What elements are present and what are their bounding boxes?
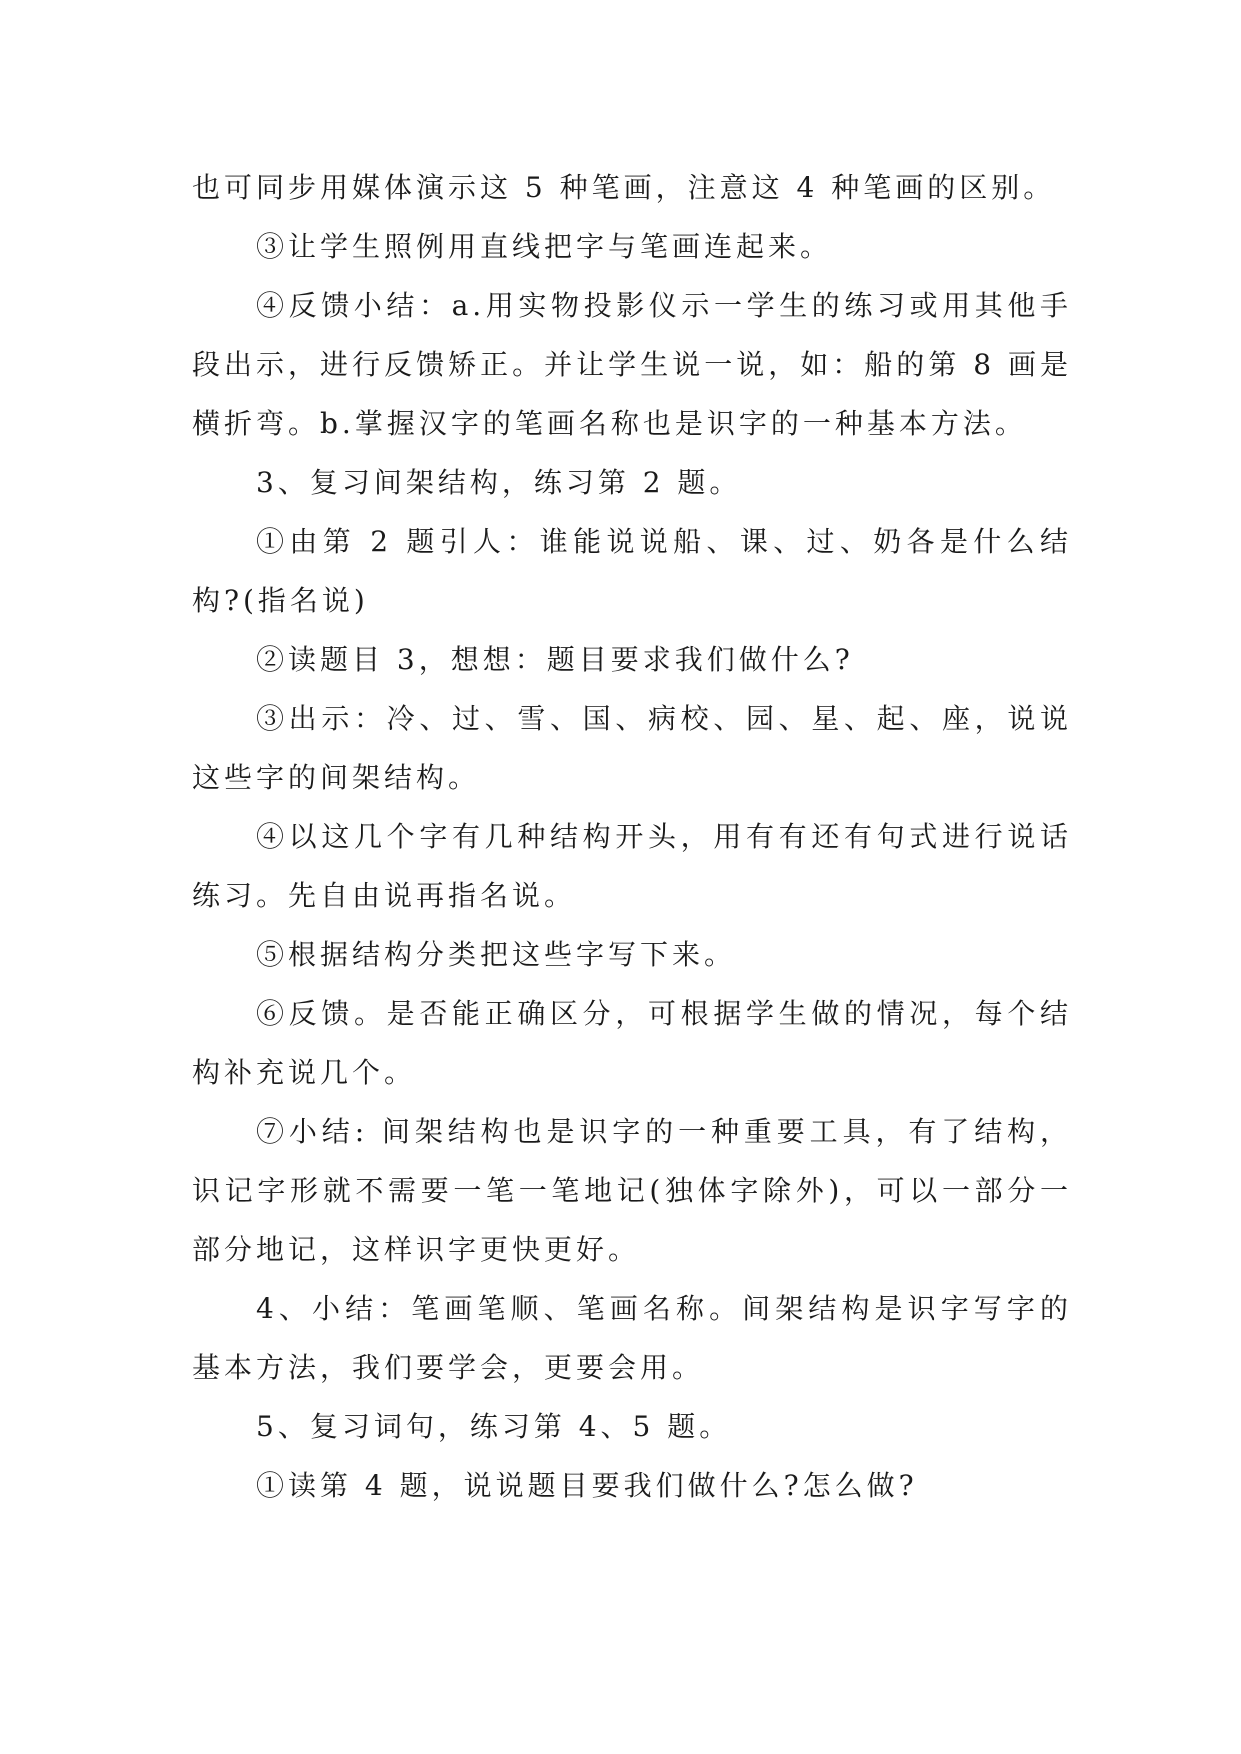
paragraph-2: ③让学生照例用直线把字与笔画连起来。 — [256, 230, 833, 263]
paragraph-5: ①由第 2 题引人：谁能说说船、课、过、奶各是什么结构?(指名说) — [192, 525, 1072, 617]
paragraph-10: ⑥反馈。是否能正确区分，可根据学生做的情况，每个结构补充说几个。 — [192, 997, 1072, 1089]
paragraph-11: ⑦小结: 间架结构也是识字的一种重要工具，有了结构，识记字形就不需要一笔一笔地记(独体字除外)，可以一部分一部分地记，这样识字更快更好。 — [192, 1115, 1072, 1266]
paragraph-4: 3、复习间架结构，练习第 2 题。 — [256, 466, 742, 499]
paragraph-14: ①读第 4 题，说说题目要我们做什么?怎么做? — [256, 1469, 918, 1502]
paragraph-7: ③出示：冷、过、雪、国、病校、园、星、起、座，说说这些字的间架结构。 — [192, 702, 1072, 794]
document-page — [192, 158, 1072, 1515]
paragraph-8: ④以这几个字有几种结构开头，用有有还有句式进行说话练习。先自由说再指名说。 — [192, 820, 1072, 912]
paragraph-6: ②读题目 3，想想：题目要求我们做什么? — [256, 643, 854, 676]
paragraph-13: 5、复习词句，练习第 4、5 题。 — [256, 1410, 732, 1443]
paragraph-12: 4、小结：笔画笔顺、笔画名称。间架结构是识字写字的基本方法，我们要学会，更要会用。 — [192, 1292, 1072, 1384]
paragraph-3: ④反馈小结：a.用实物投影仪示一学生的练习或用其他手段出示，进行反馈矫正。并让学生说一说，如：船的第 8 画是横折弯。b.掌握汉字的笔画名称也是识字的一种基本方法。 — [192, 289, 1072, 440]
paragraph-1: 也可同步用媒体演示这 5 种笔画，注意这 4 种笔画的区别。 — [192, 171, 1056, 204]
paragraph-9: ⑤根据结构分类把这些字写下来。 — [256, 938, 737, 971]
